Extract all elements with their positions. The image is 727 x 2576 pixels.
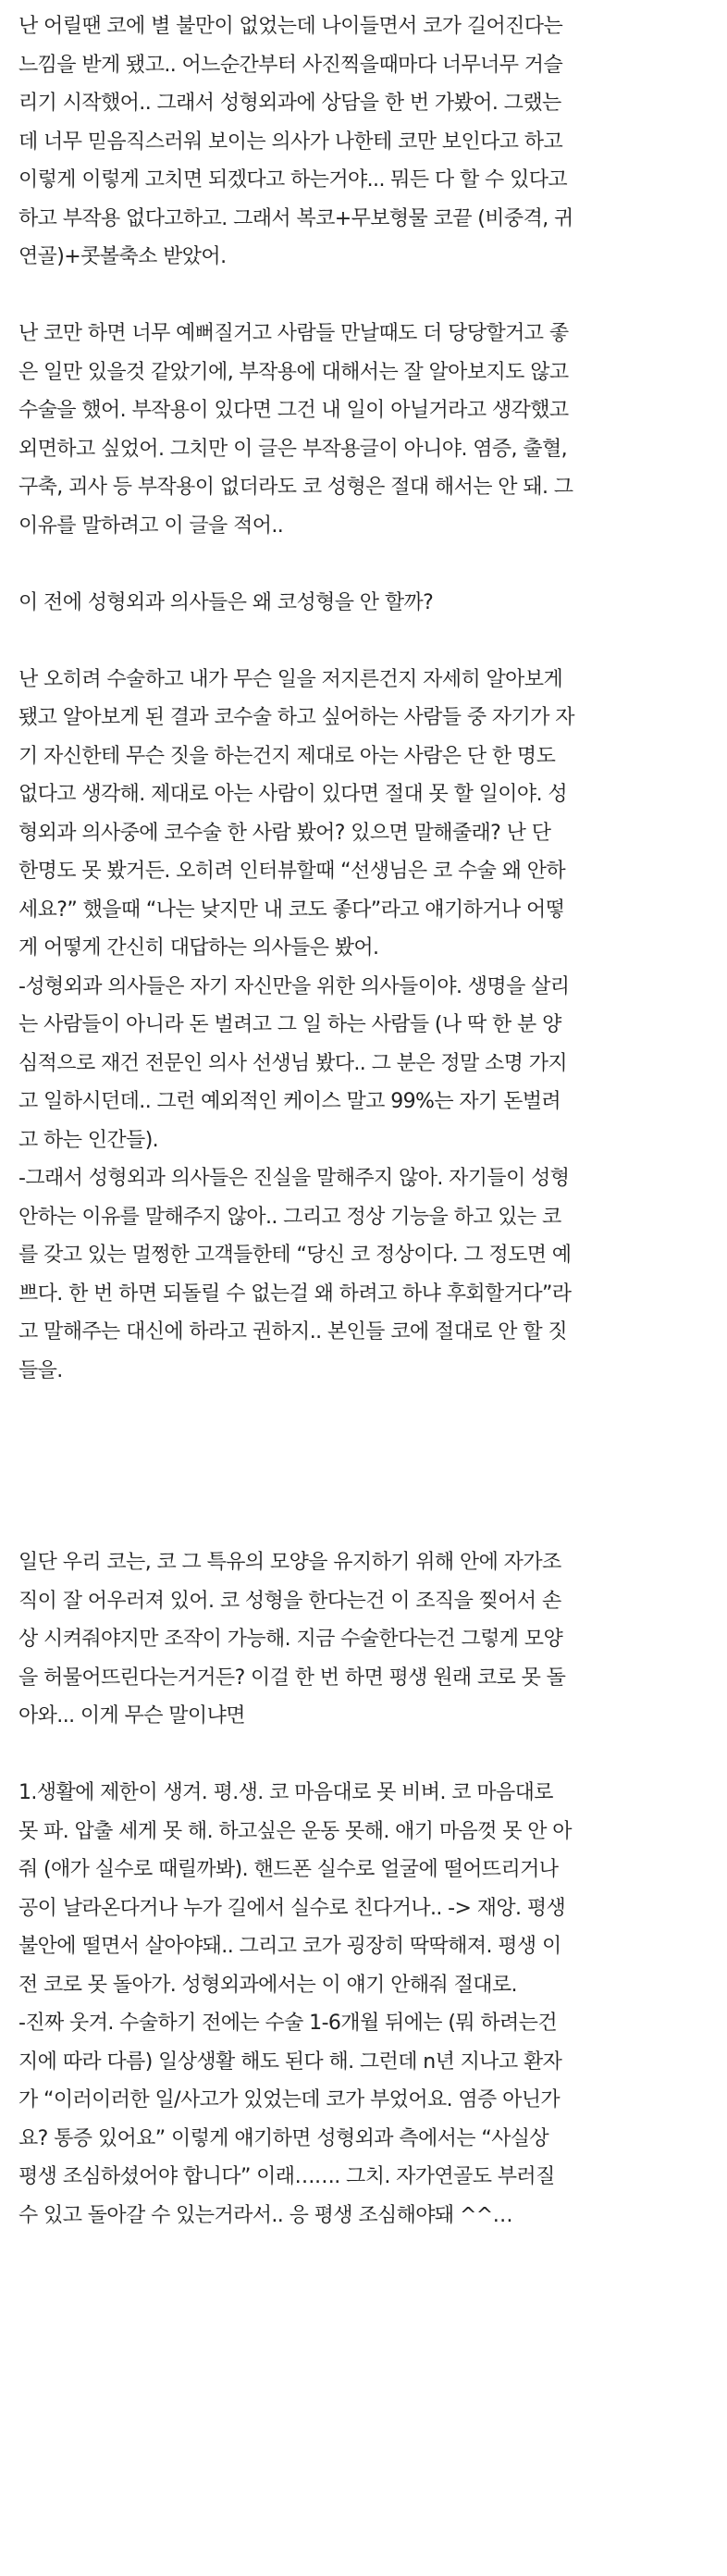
- text-line: 상 시켜줘야지만 조작이 가능해. 지금 수술한다는건 그렇게 모양: [18, 1628, 563, 1651]
- text-line: 고 일하시던데.. 그런 예외적인 케이스 말고 99%는 자기 돈벌려: [18, 1090, 561, 1113]
- text-line: 이유를 말하려고 이 글을 적어..: [18, 514, 284, 538]
- text-line: 고 말해주는 대신에 하라고 권하지.. 본인들 코에 절대로 안 할 짓: [18, 1320, 568, 1344]
- text-line: 직이 잘 어우러져 있어. 코 성형을 한다는건 이 조직을 찢어서 손: [18, 1589, 561, 1613]
- text-line: 이 전에 성형외과 의사들은 왜 코성형을 안 할까?: [18, 590, 434, 614]
- text-line: 1.생활에 제한이 생겨. 평.생. 코 마음대로 못 비벼. 코 마음대로: [18, 1781, 553, 1804]
- text-line: -그래서 성형외과 의사들은 진실을 말해주지 않아. 자기들이 성형: [18, 1167, 570, 1190]
- text-line: 고 하는 인간들).: [18, 1128, 159, 1152]
- text-line: 형외과 의사중에 코수술 한 사람 봤어? 있으면 말해줄래? 난 단: [18, 821, 551, 845]
- text-line: 아와... 이게 무슨 말이냐면: [18, 1704, 245, 1728]
- text-line: 하고 부작용 없다고하고. 그래서 복코+무보형물 코끝 (비중격, 귀: [18, 206, 573, 230]
- text-line: 이렇게 이렇게 고치면 되겠다고 하는거야... 뭐든 다 할 수 있다고: [18, 168, 568, 192]
- paragraph-spacer: [18, 277, 718, 316]
- text-line: 요? 통증 있어요” 이렇게 얘기하면 성형외과 측에서는 “사실상: [18, 2126, 549, 2150]
- text-line: 수술을 했어. 부작용이 있다면 그건 내 일이 아닐거라고 생각했고: [18, 399, 569, 422]
- paragraph: [18, 315, 718, 545]
- text-line: 한명도 못 봤거든. 오히려 인터뷰할때 “선생님은 코 수술 왜 안하: [18, 860, 566, 883]
- text-line: 못 파. 압출 세게 못 해. 하고싶은 운동 못해. 애기 마음껏 못 안 아: [18, 1819, 572, 1843]
- text-line: 불안에 떨면서 살아야돼.. 그리고 코가 굉장히 딱딱해져. 평생 이: [18, 1935, 561, 1958]
- text-line: 은 일만 있을것 같았기에, 부작용에 대해서는 잘 알아보지도 않고: [18, 360, 569, 384]
- text-line: 을 허물어뜨린다는거거든? 이걸 한 번 하면 평생 원래 코로 못 돌: [18, 1666, 566, 1690]
- text-line: 됐고 알아보게 된 결과 코수술 하고 싶어하는 사람들 중 자기가 자: [18, 706, 574, 729]
- text-line: 난 오히려 수술하고 내가 무슨 일을 저지른건지 자세히 알아보게: [18, 667, 563, 691]
- text-line: 들을.: [18, 1358, 63, 1382]
- text-line: 가 “이러이러한 일/사고가 있었는데 코가 부었어요. 염증 아닌가: [18, 2088, 561, 2112]
- text-line: 공이 날라온다거나 누가 길에서 실수로 친다거나.. -> 재앙. 평생: [18, 1896, 566, 1920]
- paragraph-spacer: [18, 622, 718, 661]
- text-line: 세요?” 했을때 “나는 낮지만 내 코도 좋다”라고 얘기하거나 어떻: [18, 898, 565, 922]
- text-line: 기 자신한테 무슨 짓을 하는건지 제대로 아는 사람은 단 한 명도: [18, 744, 556, 768]
- text-line: 를 갖고 있는 멀쩡한 고객들한테 “당신 코 정상이다. 그 정도면 예: [18, 1244, 572, 1267]
- text-line: 게 어떻게 간신히 대답하는 의사들은 봤어.: [18, 936, 379, 960]
- text-line: 안하는 이유를 말해주지 않아.. 그리고 정상 기능을 하고 있는 코: [18, 1205, 561, 1229]
- text-line: 난 어릴땐 코에 별 불만이 없었는데 나이들면서 코가 길어진다는: [18, 15, 563, 38]
- paragraph-spacer: [18, 1736, 718, 1775]
- text-line: 데 너무 믿음직스러워 보이는 의사가 나한테 코만 보인다고 하고: [18, 130, 563, 154]
- text-line: -성형외과 의사들은 자기 자신만을 위한 의사들이야. 생명을 살리: [18, 974, 570, 998]
- text-line: 쁘다. 한 번 하면 되돌릴 수 없는걸 왜 하려고 하냐 후회할거다”라: [18, 1282, 572, 1306]
- paragraph: [18, 584, 718, 623]
- text-line: 지에 따라 다름) 일상생활 해도 된다 해. 그런데 n년 지나고 환자: [18, 2050, 562, 2074]
- text-line: 구축, 괴사 등 부작용이 없더라도 코 성형은 절대 해서는 안 돼. 그: [18, 476, 573, 499]
- text-line: 난 코만 하면 너무 예뻐질거고 사람들 만날때도 더 당당할거고 좋: [18, 322, 569, 345]
- text-line: -진짜 웃겨. 수술하기 전에는 수술 1-6개월 뒤에는 (뭐 하려는건: [18, 2012, 557, 2035]
- text-line: 심적으로 재건 전문인 의사 선생님 봤다.. 그 분은 정말 소명 가지: [18, 1051, 568, 1075]
- paragraph: [18, 7, 718, 277]
- text-line: 외면하고 싶었어. 그치만 이 글은 부작용글이 아니야. 염증, 출혈,: [18, 437, 568, 461]
- text-line: 없다고 생각해. 제대로 아는 사람이 있다면 절대 못 할 일이야. 성: [18, 783, 568, 806]
- text-line: 평생 조심하셨어야 합니다” 이래……. 그치. 자가연골도 부러질: [18, 2165, 555, 2188]
- text-line: 연골)+콧볼축소 받았어.: [18, 245, 227, 268]
- paragraph: [18, 1543, 718, 1736]
- paragraph-spacer: [18, 545, 718, 584]
- text-line: 느낌을 받게 됐고.. 어느순간부터 사진찍을때마다 너무너무 거슬: [18, 53, 563, 77]
- text-line: 리기 시작했어.. 그래서 성형외과에 상담을 한 번 가봤어. 그랬는: [18, 92, 561, 115]
- text-line: 수 있고 돌아갈 수 있는거라서.. 응 평생 조심해야돼 ^^…: [18, 2203, 513, 2227]
- paragraph-spacer: [18, 1390, 718, 1543]
- text-line: 일단 우리 코는, 코 그 특유의 모양을 유지하기 위해 안에 자가조: [18, 1551, 561, 1574]
- text-line: 전 코로 못 돌아가. 성형외과에서는 이 얘기 안해줘 절대로.: [18, 1973, 517, 1997]
- text-line: 줘 (애가 실수로 때릴까봐). 핸드폰 실수로 얼굴에 떨어뜨리거나: [18, 1858, 559, 1881]
- paragraph: [18, 661, 718, 1391]
- paragraph: [18, 1774, 718, 2235]
- text-line: 는 사람들이 아니라 돈 벌려고 그 일 하는 사람들 (나 딱 한 분 양: [18, 1013, 561, 1036]
